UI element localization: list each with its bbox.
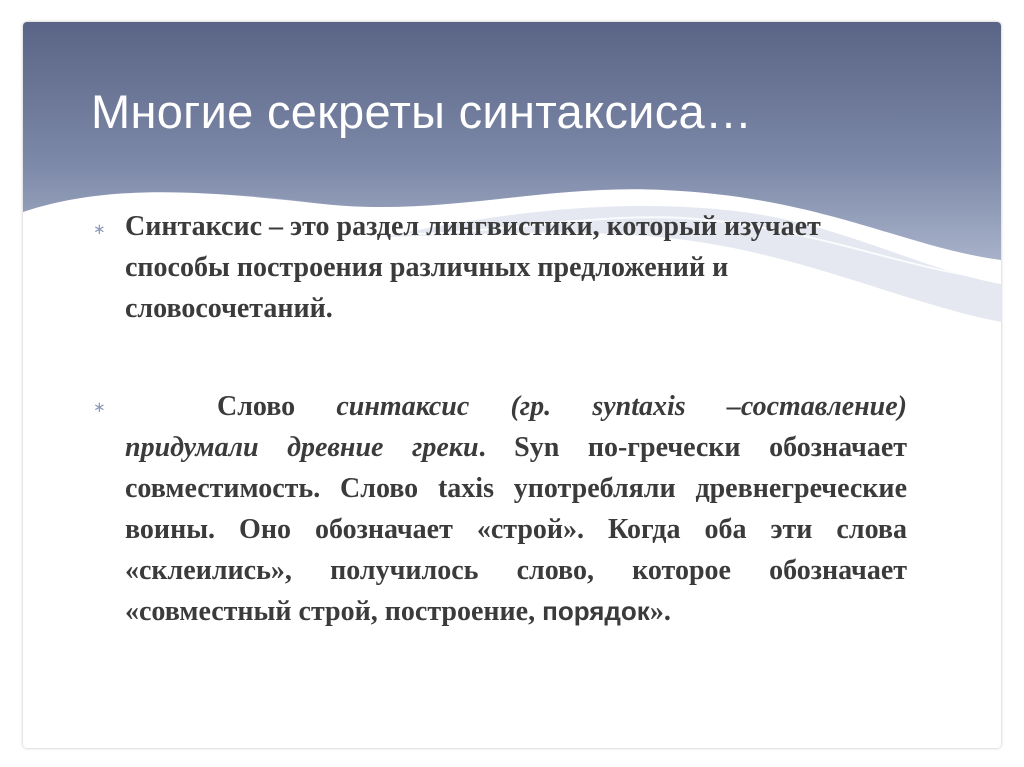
bullet-marker: ∗: [93, 398, 106, 416]
paragraph-last-word: порядок: [542, 596, 650, 626]
paragraph-definition: Синтаксис – это раздел лингвистики, который изучает способы построения различных предложений и словосочетаний.: [125, 211, 821, 324]
paragraph-ending: ».: [649, 596, 671, 627]
paragraph-italic-term: синтаксис (гр. syntaxis –составление) придумали древние греки: [125, 391, 907, 463]
slide-title: Многие секреты синтаксиса…: [91, 85, 753, 138]
bullet-marker: ∗: [93, 220, 106, 238]
slide: [23, 22, 1001, 748]
paragraph-middle: . Syn по-гречески обозначает совместимость. Слово taxis употребляли древнегреческие воины. Оно обозначает «строй». Когда оба эти слова «склеились», получилось слово, которое обозначает «совместный строй, построение,: [125, 432, 907, 627]
paragraph-etymology: [125, 386, 907, 632]
paragraph-lead: Слово: [217, 391, 337, 422]
